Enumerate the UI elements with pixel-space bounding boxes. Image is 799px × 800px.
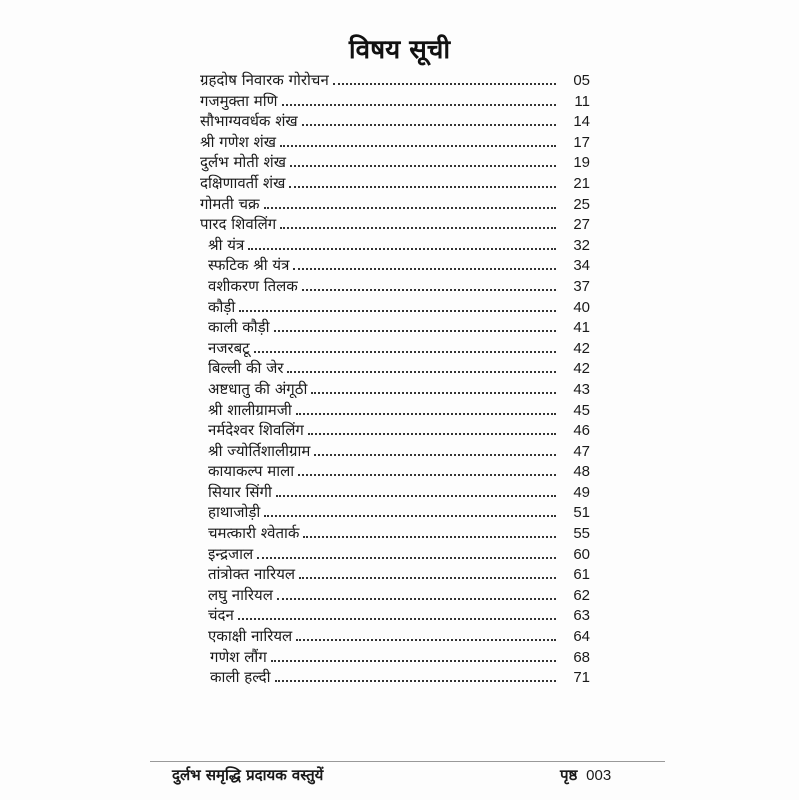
toc-entry-page: 11 (574, 92, 590, 110)
dot-leader (314, 454, 556, 456)
toc-entry (200, 461, 590, 482)
toc-entry-page: 40 (573, 298, 590, 316)
toc-entry-title: नजरबटू (208, 338, 250, 357)
toc-entry-title: तांत्रोक्त नारियल (208, 565, 296, 584)
dot-leader (248, 248, 556, 250)
toc-entry (200, 70, 590, 91)
toc-entry-title: चंदन (208, 606, 234, 625)
toc-entry (200, 111, 590, 132)
toc-entry-title: लघु नारियल (208, 585, 273, 604)
toc-entry-page: 42 (573, 339, 590, 357)
toc-entry-title: श्री ज्योर्तिशालीग्राम (208, 441, 311, 460)
toc-entry-title: अष्टधातु की अंगूठी (208, 379, 308, 398)
toc-entry-page: 37 (573, 277, 590, 295)
toc-entry-title: स्फटिक श्री यंत्र (208, 256, 290, 275)
toc-entry (200, 276, 590, 297)
dot-leader (264, 515, 556, 517)
toc-entry (200, 297, 590, 318)
toc-entry-page: 14 (573, 113, 590, 131)
toc-entry-page: 43 (573, 380, 590, 398)
toc-entry-page: 62 (573, 586, 590, 604)
toc-entry-page: 47 (573, 442, 590, 460)
dot-leader (276, 495, 556, 497)
toc-entry (200, 544, 590, 565)
dot-leader (257, 557, 556, 559)
toc-entry-title: कायाकल्प माला (208, 462, 295, 481)
toc-entry-page: 27 (573, 216, 590, 234)
dot-leader (274, 330, 556, 332)
footer-divider (150, 761, 665, 762)
dot-leader (302, 289, 556, 291)
toc-entry (200, 338, 590, 359)
dot-leader (296, 413, 556, 415)
toc-entry-title: गणेश लौंग (210, 647, 267, 666)
dot-leader (275, 680, 556, 682)
toc-entry-page: 32 (573, 236, 590, 254)
toc-entry-title: श्री यंत्र (208, 235, 245, 254)
toc-entry (200, 564, 590, 585)
toc-entry-title: वशीकरण तिलक (208, 276, 298, 295)
toc-entry-page: 64 (573, 628, 590, 646)
toc-entry-page: 48 (573, 463, 590, 481)
toc-entry-title: इन्द्रजाल (208, 544, 254, 563)
toc-entry (200, 667, 590, 688)
toc-entry (200, 152, 590, 173)
dot-leader (299, 577, 556, 579)
toc-entry-page: 68 (573, 648, 590, 666)
toc-entry (200, 605, 590, 626)
toc-entry-title: दुर्लभ मोती शंख (200, 153, 286, 172)
dot-leader (239, 310, 556, 312)
toc-entry-page: 05 (573, 72, 590, 89)
dot-leader (308, 433, 556, 435)
dot-leader (289, 186, 556, 188)
toc-entry-title: नर्मदेश्वर शिवलिंग (208, 421, 304, 440)
dot-leader (296, 639, 556, 641)
toc-entry-page: 46 (573, 422, 590, 440)
toc-entry (200, 626, 590, 647)
toc-entry-title: चमत्कारी श्वेतार्क (208, 524, 300, 543)
toc-entry-page: 42 (573, 360, 590, 378)
toc-entry-title: गोमती चक्र (200, 194, 260, 213)
dot-leader (290, 165, 556, 167)
toc-entry-title: सियार सिंगी (208, 482, 272, 501)
dot-leader (282, 104, 557, 106)
dot-leader (298, 474, 556, 476)
toc-entry-page: 55 (573, 525, 590, 543)
toc-entry (200, 482, 590, 503)
toc-entry-page: 21 (573, 174, 590, 192)
page-number: 003 (586, 767, 612, 784)
toc-entry (200, 235, 590, 256)
toc-entry (200, 379, 590, 400)
toc-entry-page: 34 (573, 257, 590, 275)
toc-entry-page: 51 (573, 504, 590, 522)
toc-entry-title: गजमुक्ता मणि (200, 91, 278, 110)
page-title: विषय सूची (348, 35, 451, 65)
toc-entry (200, 523, 590, 544)
toc-entry (200, 317, 590, 338)
toc-entry (200, 502, 590, 523)
toc-entry-page: 19 (573, 154, 590, 172)
toc-entry-title: श्री गणेश शंख (200, 132, 277, 151)
toc-entry (200, 400, 590, 421)
dot-leader (280, 145, 556, 147)
toc-entry-page: 63 (573, 607, 590, 625)
toc-entry-title: बिल्ली की जेर (208, 359, 284, 378)
dot-leader (311, 392, 556, 394)
toc-entry-title: हाथाजोड़ी (208, 503, 261, 522)
dot-leader (303, 536, 556, 538)
footer-book-title: दुर्लभ समृद्धि प्रदायक वस्तुयें (172, 766, 324, 784)
toc-entry (200, 647, 590, 668)
toc-entry-title: श्री शालीग्रामजी (208, 400, 292, 419)
dot-leader (333, 83, 556, 85)
toc-entry-page: 60 (573, 545, 590, 563)
toc-entry (200, 441, 590, 462)
toc-entry-page: 49 (573, 483, 590, 501)
toc-entry-page: 61 (573, 566, 590, 584)
toc-entry-title: काली हल्दी (210, 668, 271, 687)
dot-leader (302, 124, 556, 126)
toc-entry-page: 25 (573, 195, 590, 213)
toc-entry-page: 45 (573, 401, 590, 419)
dot-leader (238, 618, 556, 620)
dot-leader (280, 227, 556, 229)
toc-entry-page: 71 (573, 669, 590, 687)
toc-entry-title: एकाक्षी नारियल (208, 627, 293, 646)
toc-entry (200, 420, 590, 441)
toc-entry-page: 17 (573, 133, 590, 151)
toc-entry-page: 41 (573, 319, 590, 337)
toc-entry (200, 132, 590, 153)
dot-leader (277, 598, 556, 600)
dot-leader (254, 351, 556, 353)
table-of-contents (200, 70, 590, 688)
dot-leader (293, 268, 556, 270)
toc-entry-title: काली कौड़ी (208, 318, 270, 337)
dot-leader (271, 660, 556, 662)
toc-entry (200, 194, 590, 215)
toc-entry-title: दक्षिणावर्ती शंख (200, 173, 286, 192)
page-label: पृष्ठ (560, 766, 578, 784)
toc-entry (200, 585, 590, 606)
toc-entry-title: कौड़ी (208, 297, 236, 316)
toc-entry-title: सौभाग्यवर्धक शंख (200, 112, 298, 131)
footer-page-indicator (560, 765, 611, 785)
dot-leader (264, 207, 556, 209)
toc-entry (200, 255, 590, 276)
toc-entry-title: ग्रहदोष निवारक गोरोचन (200, 71, 329, 89)
toc-entry-title: पारद शिवलिंग (200, 215, 277, 234)
toc-entry (200, 173, 590, 194)
toc-entry (200, 358, 590, 379)
toc-entry (200, 91, 590, 112)
toc-entry (200, 214, 590, 235)
dot-leader (287, 371, 556, 373)
